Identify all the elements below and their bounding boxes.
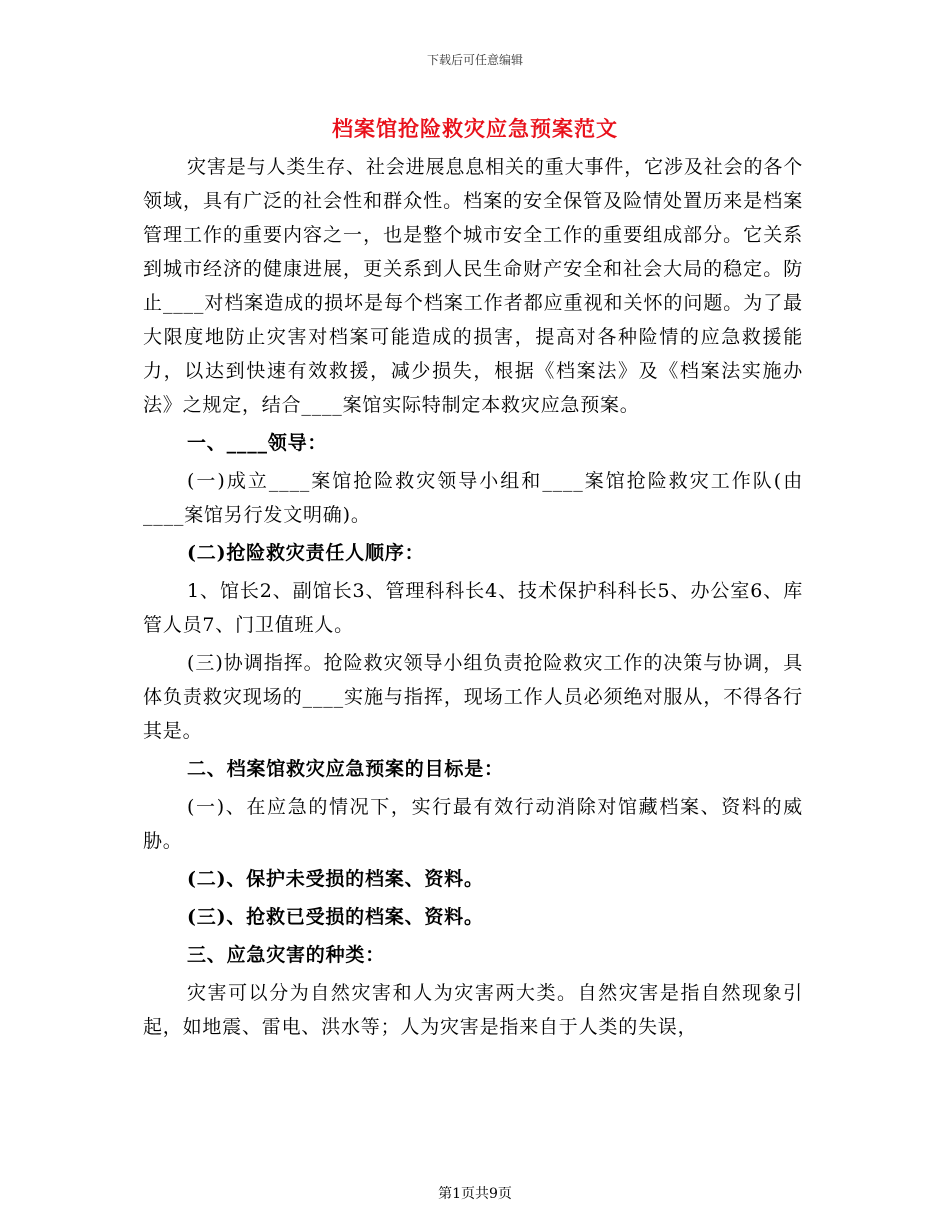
- paragraph-disaster-types: 灾害可以分为自然灾害和人为灾害两大类。自然灾害是指自然现象引起，如地震、雷电、洪水等；人为灾害是指来自于人类的失误，: [143, 982, 803, 1038]
- document-body: [143, 150, 803, 1048]
- intro-paragraph: 灾害是与人类生存、社会进展息息相关的重大事件，它涉及社会的各个领域，具有广泛的社会性和群众性。档案的安全保管及险情处置历来是档案管理工作的重要内容之一，也是整个城市安全工作的重要组成部分。它关系到城市经济的健康进展，更关系到人民生命财产安全和社会大局的稳定。防止____对档案造成的损坏是每个档案工作者都应重视和关怀的问题。为了最大限度地防止灾害对档案可能造成的损害，提高对各种险情的应急救援能力，以达到快速有效救援，减少损失，根据《档案法》及《档案法实施办法》之规定，结合____案馆实际特制定本救灾应急预案。: [143, 156, 803, 416]
- paragraph-establish-group: (一)成立____案馆抢险救灾领导小组和____案馆抢险救灾工作队(由____案馆另行发文明确)。: [143, 470, 803, 526]
- paragraph-coordination: (三)协调指挥。抢险救灾领导小组负责抢险救灾工作的决策与协调，具体负责救灾现场的____实施与指挥，现场工作人员必须绝对服从，不得各行其是。: [143, 652, 803, 742]
- paragraph-goal-1: (一)、在应急的情况下，实行最有效行动消除对馆藏档案、资料的威胁。: [143, 796, 803, 852]
- page-header: 下载后可任意编辑: [426, 53, 523, 67]
- section-heading-disaster-types: 三、应急灾害的种类：: [187, 944, 386, 966]
- subheading-responsible-order: (二)抢险救灾责任人顺序：: [187, 542, 425, 564]
- section-heading-goals: 二、档案馆救灾应急预案的目标是：: [187, 758, 504, 780]
- section-heading-leadership: 一、____领导：: [187, 432, 328, 454]
- paragraph-responsible-list: 1、馆长2、副馆长3、管理科科长4、技术保护科科长5、办公室6、库管人员7、门卫值班人。: [143, 580, 803, 636]
- paragraph-goal-3: (三)、抢救已受损的档案、资料。: [187, 906, 484, 928]
- paragraph-goal-2: (二)、保护未受损的档案、资料。: [187, 868, 484, 890]
- document-title: 档案馆抢险救灾应急预案范文: [332, 116, 618, 141]
- page-footer: 第1页共9页: [438, 1186, 512, 1202]
